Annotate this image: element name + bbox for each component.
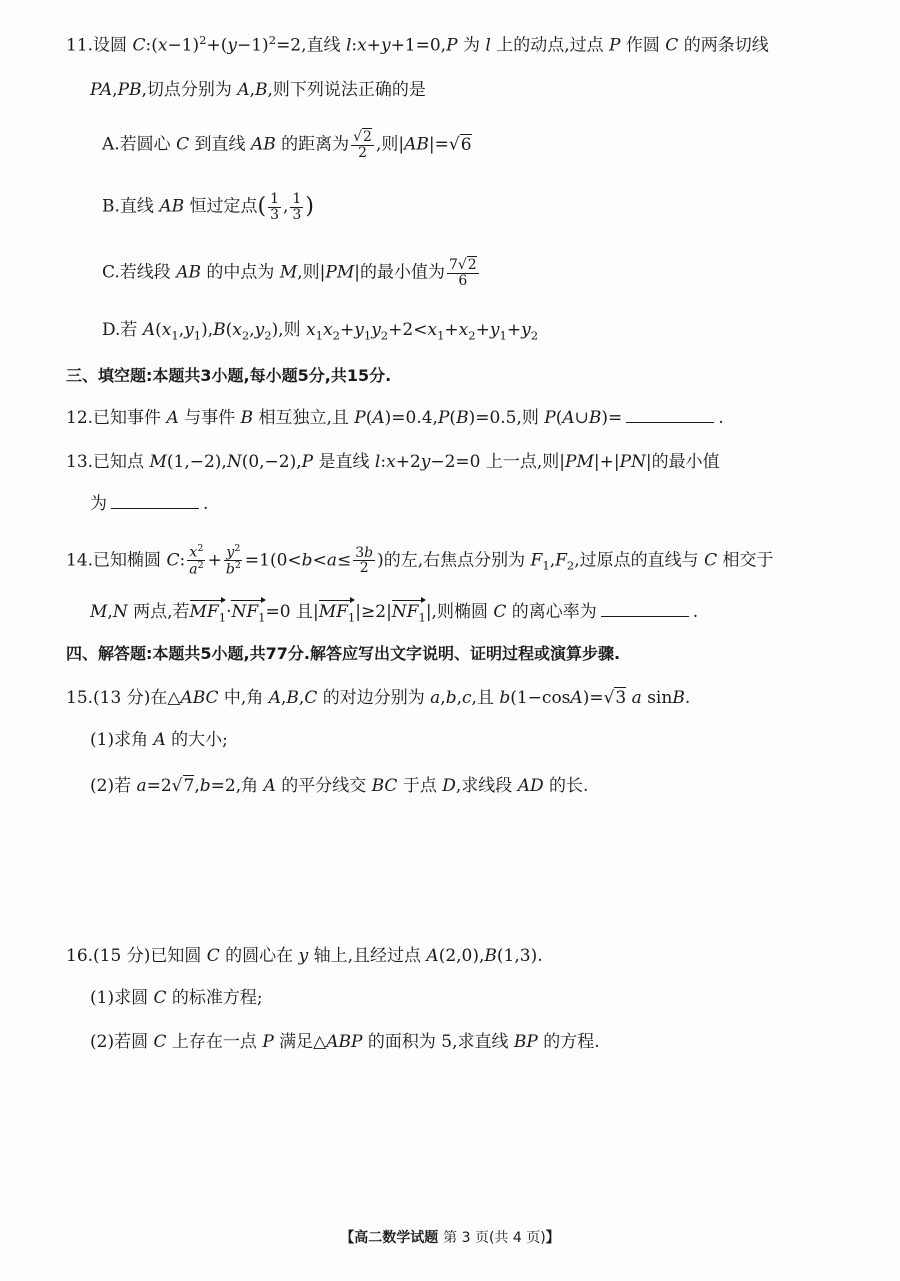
q16-stem: 16.(15 分)已知圆 C 的圆心在 y 轴上,且经过点 A(2,0),B(1,3).	[66, 946, 543, 966]
q14-line1: 14.已知椭圆 C: $\frac{x^2}{a^2}$ + $\frac{y^2}{b^2}$ =1(0<b<a≤ $\frac{3b}{2}$ )的左,右焦点分别为 $F_1,F_2$,过原点的直线与 C 相交于	[66, 543, 774, 578]
q13-line2: 为 .	[90, 494, 209, 514]
answer-blank[interactable]	[111, 494, 199, 509]
page-footer	[0, 1227, 900, 1247]
section3-heading: 三、填空题:本题共3小题,每小题5分,共15分.	[66, 366, 392, 385]
footer-title: 【高二数学试题	[340, 1230, 439, 1246]
q15-part2: (2)若 a=2√7,b=2,角 A 的平分线交 BC 于点 D,求线段 AD 的长.	[90, 776, 589, 796]
q16-part2: (2)若圆 C 上存在一点 P 满足△ABP 的面积为 5,求直线 BP 的方程.	[90, 1032, 600, 1052]
q11-option-d: D.若 $A(x_1,y_1),B(x_2,y_2)$,则 $x_1x_2+y_1y_2+2<x_1+x_2+y_1+y_2$	[102, 320, 539, 343]
q11-line1: 11.设圆 $C:(x-1)^2+(y-1)^2=2$,直线 l:x+y+1=0,P 为 l 上的动点,过点 P 作圆 C 的两条切线	[66, 33, 769, 56]
q11-line2: PA,PB,切点分别为 A,B,则下列说法正确的是	[90, 80, 426, 100]
answer-blank[interactable]	[626, 408, 714, 423]
q14-line2: M,N 两点,若$MF_1\cdot NF_1=0$ 且$|MF_1|\ge 2|NF_1|$,则椭圆 C 的离心率为 .	[90, 602, 699, 625]
q15-stem: 15.(13 分)在△ABC 中,角 A,B,C 的对边分别为 a,b,c,且 b(1−cosA)=√3 a sinB.	[66, 688, 691, 708]
footer-page-number: 第 3 页(共 4 页)	[443, 1230, 546, 1246]
q12: 12.已知事件 A 与事件 B 相互独立,且 P(A)=0.4,P(B)=0.5,则 P(A∪B)= .	[66, 408, 724, 428]
q16-part1: (1)求圆 C 的标准方程;	[90, 988, 263, 1008]
section4-heading: 四、解答题:本题共5小题,共77分.解答应写出文字说明、证明过程或演算步骤.	[66, 644, 621, 663]
q15-part1: (1)求角 A 的大小;	[90, 730, 228, 750]
q11-option-c: C.若线段 AB 的中点为 M,则|PM|的最小值为 $\frac{7√2}{6}$	[102, 257, 477, 289]
footer-bracket: 】	[545, 1230, 560, 1246]
q11-option-b: B.直线 AB 恒过定点( $\frac{1}{3}$ , $\frac{1}{3}$ )	[102, 191, 314, 223]
q11-option-a: A.若圆心 C 到直线 AB 的距离为 $\frac{√2}{2}$ ,则|AB|=√6	[102, 129, 472, 161]
answer-blank[interactable]	[601, 602, 689, 617]
q13-line1: 13.已知点 M(1,−2),N(0,−2),P 是直线 l:x+2y−2=0 上一点,则|PM|+|PN|的最小值	[66, 452, 720, 472]
